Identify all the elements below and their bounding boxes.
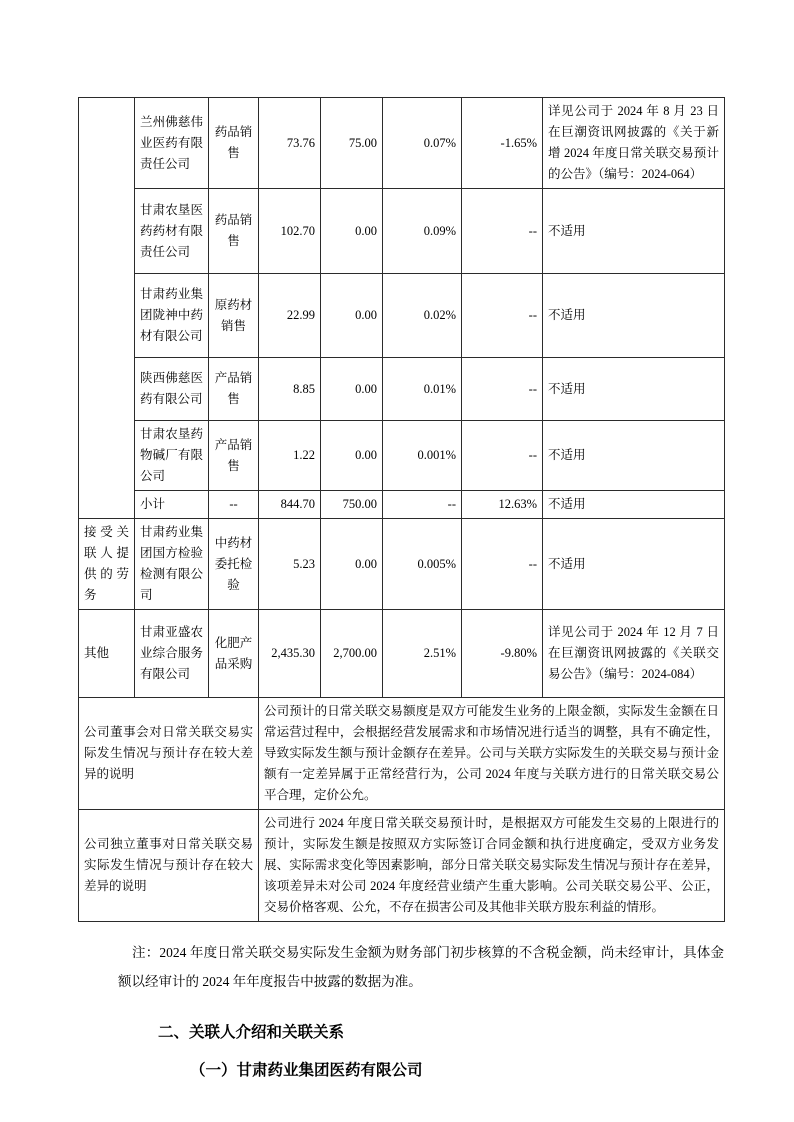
table-row: [79, 189, 725, 274]
party-name-cell: 甘肃亚盛农业综合服务有限公司: [135, 610, 209, 698]
disclosure-note-cell: 不适用: [543, 274, 725, 358]
transaction-type-cell: 化肥产品采购: [209, 610, 259, 698]
subsection-heading: （一）甘肃药业集团医药有限公司: [190, 1062, 423, 1079]
actual-amount-cell: 1.22: [259, 421, 321, 491]
independent-director-statement-row: [79, 810, 725, 922]
disclosure-note-cell: 详见公司于 2024 年 8 月 23 日在巨潮资讯网披露的《关于新增 2024 年度日常关联交易预计的公告》（编号：2024-064）: [543, 98, 725, 189]
forecast-amount-cell: 0.00: [321, 421, 383, 491]
disclosure-note-cell: 不适用: [543, 519, 725, 610]
independent-director-statement-label: 公司独立董事对日常关联交易实际发生情况与预计存在较大差异的说明: [79, 810, 259, 922]
ratio-cell: 0.005%: [383, 519, 462, 610]
subtotal-label-cell: 小计: [135, 491, 209, 519]
ratio-cell: 0.07%: [383, 98, 462, 189]
transaction-type-cell: 中药材委托检验: [209, 519, 259, 610]
disclosure-note-cell: 不适用: [543, 358, 725, 421]
forecast-amount-cell: 0.00: [321, 274, 383, 358]
footnote: 注：2024 年度日常关联交易实际发生金额为财务部门初步核算的不含税金额，尚未经审计，具体金额以经审计的 2024 年年度报告中披露的数据为准。: [118, 945, 724, 989]
actual-amount-cell: 8.85: [259, 358, 321, 421]
disclosure-note-cell: 不适用: [543, 421, 725, 491]
disclosure-note-cell: 不适用: [543, 491, 725, 519]
table-row: [79, 274, 725, 358]
actual-amount-cell: 844.70: [259, 491, 321, 519]
transaction-type-cell: 产品销售: [209, 358, 259, 421]
forecast-amount-cell: 0.00: [321, 189, 383, 274]
category-cell: 接受关联人提供的劳务: [79, 519, 135, 610]
table-row: [79, 421, 725, 491]
party-name-cell: 陕西佛慈医药有限公司: [135, 358, 209, 421]
subtotal-row: [79, 491, 725, 519]
table-row: [79, 519, 725, 610]
difference-cell: -9.80%: [462, 610, 543, 698]
transaction-type-cell: 原药材销售: [209, 274, 259, 358]
difference-cell: -1.65%: [462, 98, 543, 189]
forecast-amount-cell: 0.00: [321, 358, 383, 421]
board-statement-label: 公司董事会对日常关联交易实际发生情况与预计存在较大差异的说明: [79, 698, 259, 810]
section-heading: 二、关联人介绍和关联关系: [158, 1024, 345, 1041]
ratio-cell: 0.001%: [383, 421, 462, 491]
party-name-cell: 甘肃农垦医药药材有限责任公司: [135, 189, 209, 274]
ratio-cell: 2.51%: [383, 610, 462, 698]
board-statement-row: [79, 698, 725, 810]
forecast-amount-cell: 750.00: [321, 491, 383, 519]
party-name-cell: 甘肃农垦药物碱厂有限公司: [135, 421, 209, 491]
ratio-cell: 0.02%: [383, 274, 462, 358]
table-row: [79, 358, 725, 421]
table-row: [79, 98, 725, 189]
transaction-type-cell: 药品销售: [209, 189, 259, 274]
related-party-transactions-table: [78, 97, 725, 922]
actual-amount-cell: 73.76: [259, 98, 321, 189]
actual-amount-cell: 5.23: [259, 519, 321, 610]
disclosure-note-cell: 详见公司于 2024 年 12 月 7 日在巨潮资讯网披露的《关联交易公告》（编号：2024-084）: [543, 610, 725, 698]
independent-director-statement-text: 公司进行 2024 年度日常关联交易预计时，是根据双方可能发生交易的上限进行的预计，实际发生额是按照双方实际签订合同金额和执行进度确定，受双方业务发展、实际需求变化等因素影响，部分日常关联交易实际发生情况与预计存在差异，该项差异未对公司 2024 年度经营业绩产生重大影响。公司关联交易公平、公正，交易价格客观、公允，不存在损害公司及其他非关联方股东利益的情形。: [259, 810, 725, 922]
ratio-cell: 0.09%: [383, 189, 462, 274]
party-name-cell: 兰州佛慈伟业医药有限责任公司: [135, 98, 209, 189]
actual-amount-cell: 2,435.30: [259, 610, 321, 698]
party-name-cell: 甘肃药业集团国方检验检测有限公司: [135, 519, 209, 610]
party-name-cell: 甘肃药业集团陇神中药材有限公司: [135, 274, 209, 358]
ratio-cell: 0.01%: [383, 358, 462, 421]
category-cell: 其他: [79, 610, 135, 698]
category-cell-empty: [79, 98, 135, 519]
difference-cell: 12.63%: [462, 491, 543, 519]
board-statement-text: 公司预计的日常关联交易额度是双方可能发生业务的上限金额，实际发生金额在日常运营过程中，会根据经营发展需求和市场情况进行适当的调整，具有不确定性，导致实际发生额与预计金额存在差异。公司与关联方实际发生的关联交易与预计金额有一定差异属于正常经营行为，公司 2024 年度与关联方进行的日常关联交易公平合理，定价公允。: [259, 698, 725, 810]
actual-amount-cell: 102.70: [259, 189, 321, 274]
ratio-cell: --: [383, 491, 462, 519]
forecast-amount-cell: 2,700.00: [321, 610, 383, 698]
forecast-amount-cell: 0.00: [321, 519, 383, 610]
forecast-amount-cell: 75.00: [321, 98, 383, 189]
disclosure-note-cell: 不适用: [543, 189, 725, 274]
difference-cell: --: [462, 189, 543, 274]
table-row: [79, 610, 725, 698]
difference-cell: --: [462, 519, 543, 610]
difference-cell: --: [462, 421, 543, 491]
transaction-type-cell: --: [209, 491, 259, 519]
difference-cell: --: [462, 274, 543, 358]
actual-amount-cell: 22.99: [259, 274, 321, 358]
transaction-type-cell: 药品销售: [209, 98, 259, 189]
difference-cell: --: [462, 358, 543, 421]
transaction-type-cell: 产品销售: [209, 421, 259, 491]
